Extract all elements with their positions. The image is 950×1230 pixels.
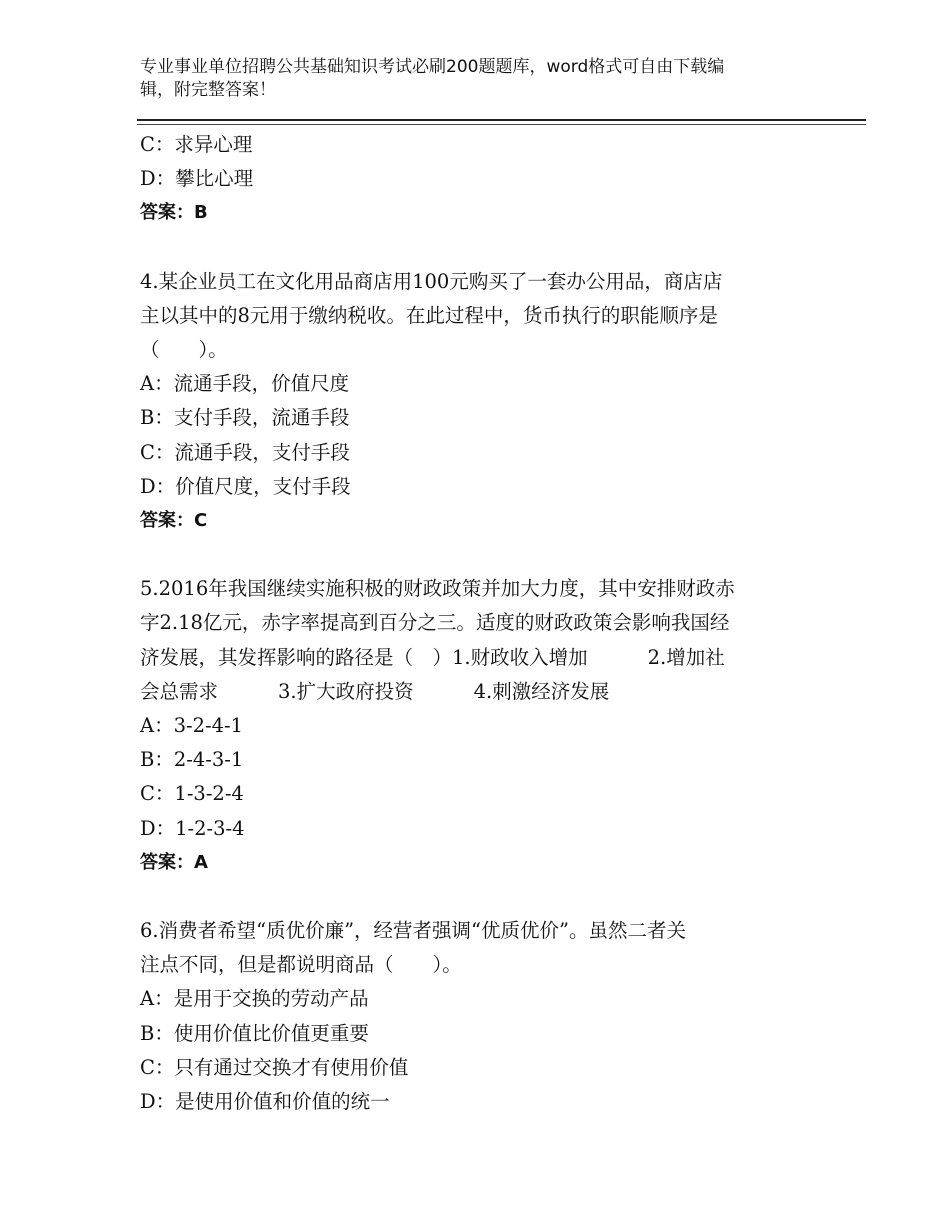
- question-text-line: （ ）。: [140, 338, 228, 362]
- option-c: C：流通手段，支付手段: [140, 440, 350, 464]
- header-rule-thick: [137, 119, 866, 121]
- option-b: B：支付手段，流通手段: [140, 406, 350, 430]
- option-c: C：只有通过交换才有使用价值: [140, 1055, 409, 1079]
- question-text-line: 字2.18亿元，赤字率提高到百分之三。适度的财政政策会影响我国经: [140, 611, 730, 635]
- option-d: D：1-2-3-4: [140, 816, 245, 840]
- question-text-line: 注点不同，但是都说明商品（ ）。: [140, 953, 462, 977]
- question-text-line: [140, 641, 830, 675]
- question-text-line: 主以其中的8元用于缴纳税收。在此过程中，货币执行的职能顺序是: [140, 303, 718, 327]
- answer: 答案：C: [140, 510, 208, 532]
- question-text-segment: 会总需求: [140, 679, 219, 703]
- question-text-line: 5.2016年我国继续实施积极的财政政策并加大力度，其中安排财政赤: [140, 577, 735, 601]
- header-rule-thin: [137, 124, 866, 125]
- question-text-line: [140, 675, 830, 709]
- option-d: D：攀比心理: [140, 167, 254, 191]
- answer: 答案：A: [140, 851, 208, 873]
- option-d: D：价值尺度，支付手段: [140, 474, 351, 498]
- header-line-1: 专业事业单位招聘公共基础知识考试必刷200题题库，word格式可自由下载编: [140, 57, 725, 77]
- option-b: B：2-4-3-1: [140, 748, 244, 772]
- header-line-2: 辑，附完整答案！: [140, 80, 276, 100]
- question-text-segment: 济发展，其发挥影响的路径是（ ）1.财政收入增加: [140, 645, 588, 669]
- question-4: [140, 265, 830, 539]
- option-a: A：3-2-4-1: [140, 714, 243, 738]
- question-text-line: 6.消费者希望“质优价廉”，经营者强调“优质优价”。虽然二者关: [140, 919, 686, 943]
- answer: 答案：B: [140, 202, 208, 224]
- question-text-segment: 3.扩大政府投资: [278, 679, 414, 703]
- option-c: C：1-3-2-4: [140, 782, 244, 806]
- option-a: A：流通手段，价值尺度: [140, 372, 350, 396]
- question-6: [140, 914, 830, 1119]
- option-c: C：求异心理: [140, 133, 253, 156]
- question-5: [140, 572, 830, 880]
- option-a: A：是用于交换的劳动产品: [140, 987, 369, 1011]
- previous-question-tail: [140, 128, 830, 231]
- question-text-segment: 4.刺激经济发展: [473, 679, 610, 703]
- question-text-segment: 2.增加社: [647, 645, 725, 669]
- page-header: [140, 56, 790, 102]
- document-body: [140, 128, 830, 1119]
- question-text-line: 4.某企业员工在文化用品商店用100元购买了一套办公用品，商店店: [140, 269, 723, 293]
- option-d: D：是使用价值和价值的统一: [140, 1090, 390, 1114]
- option-b: B：使用价值比价值更重要: [140, 1021, 369, 1045]
